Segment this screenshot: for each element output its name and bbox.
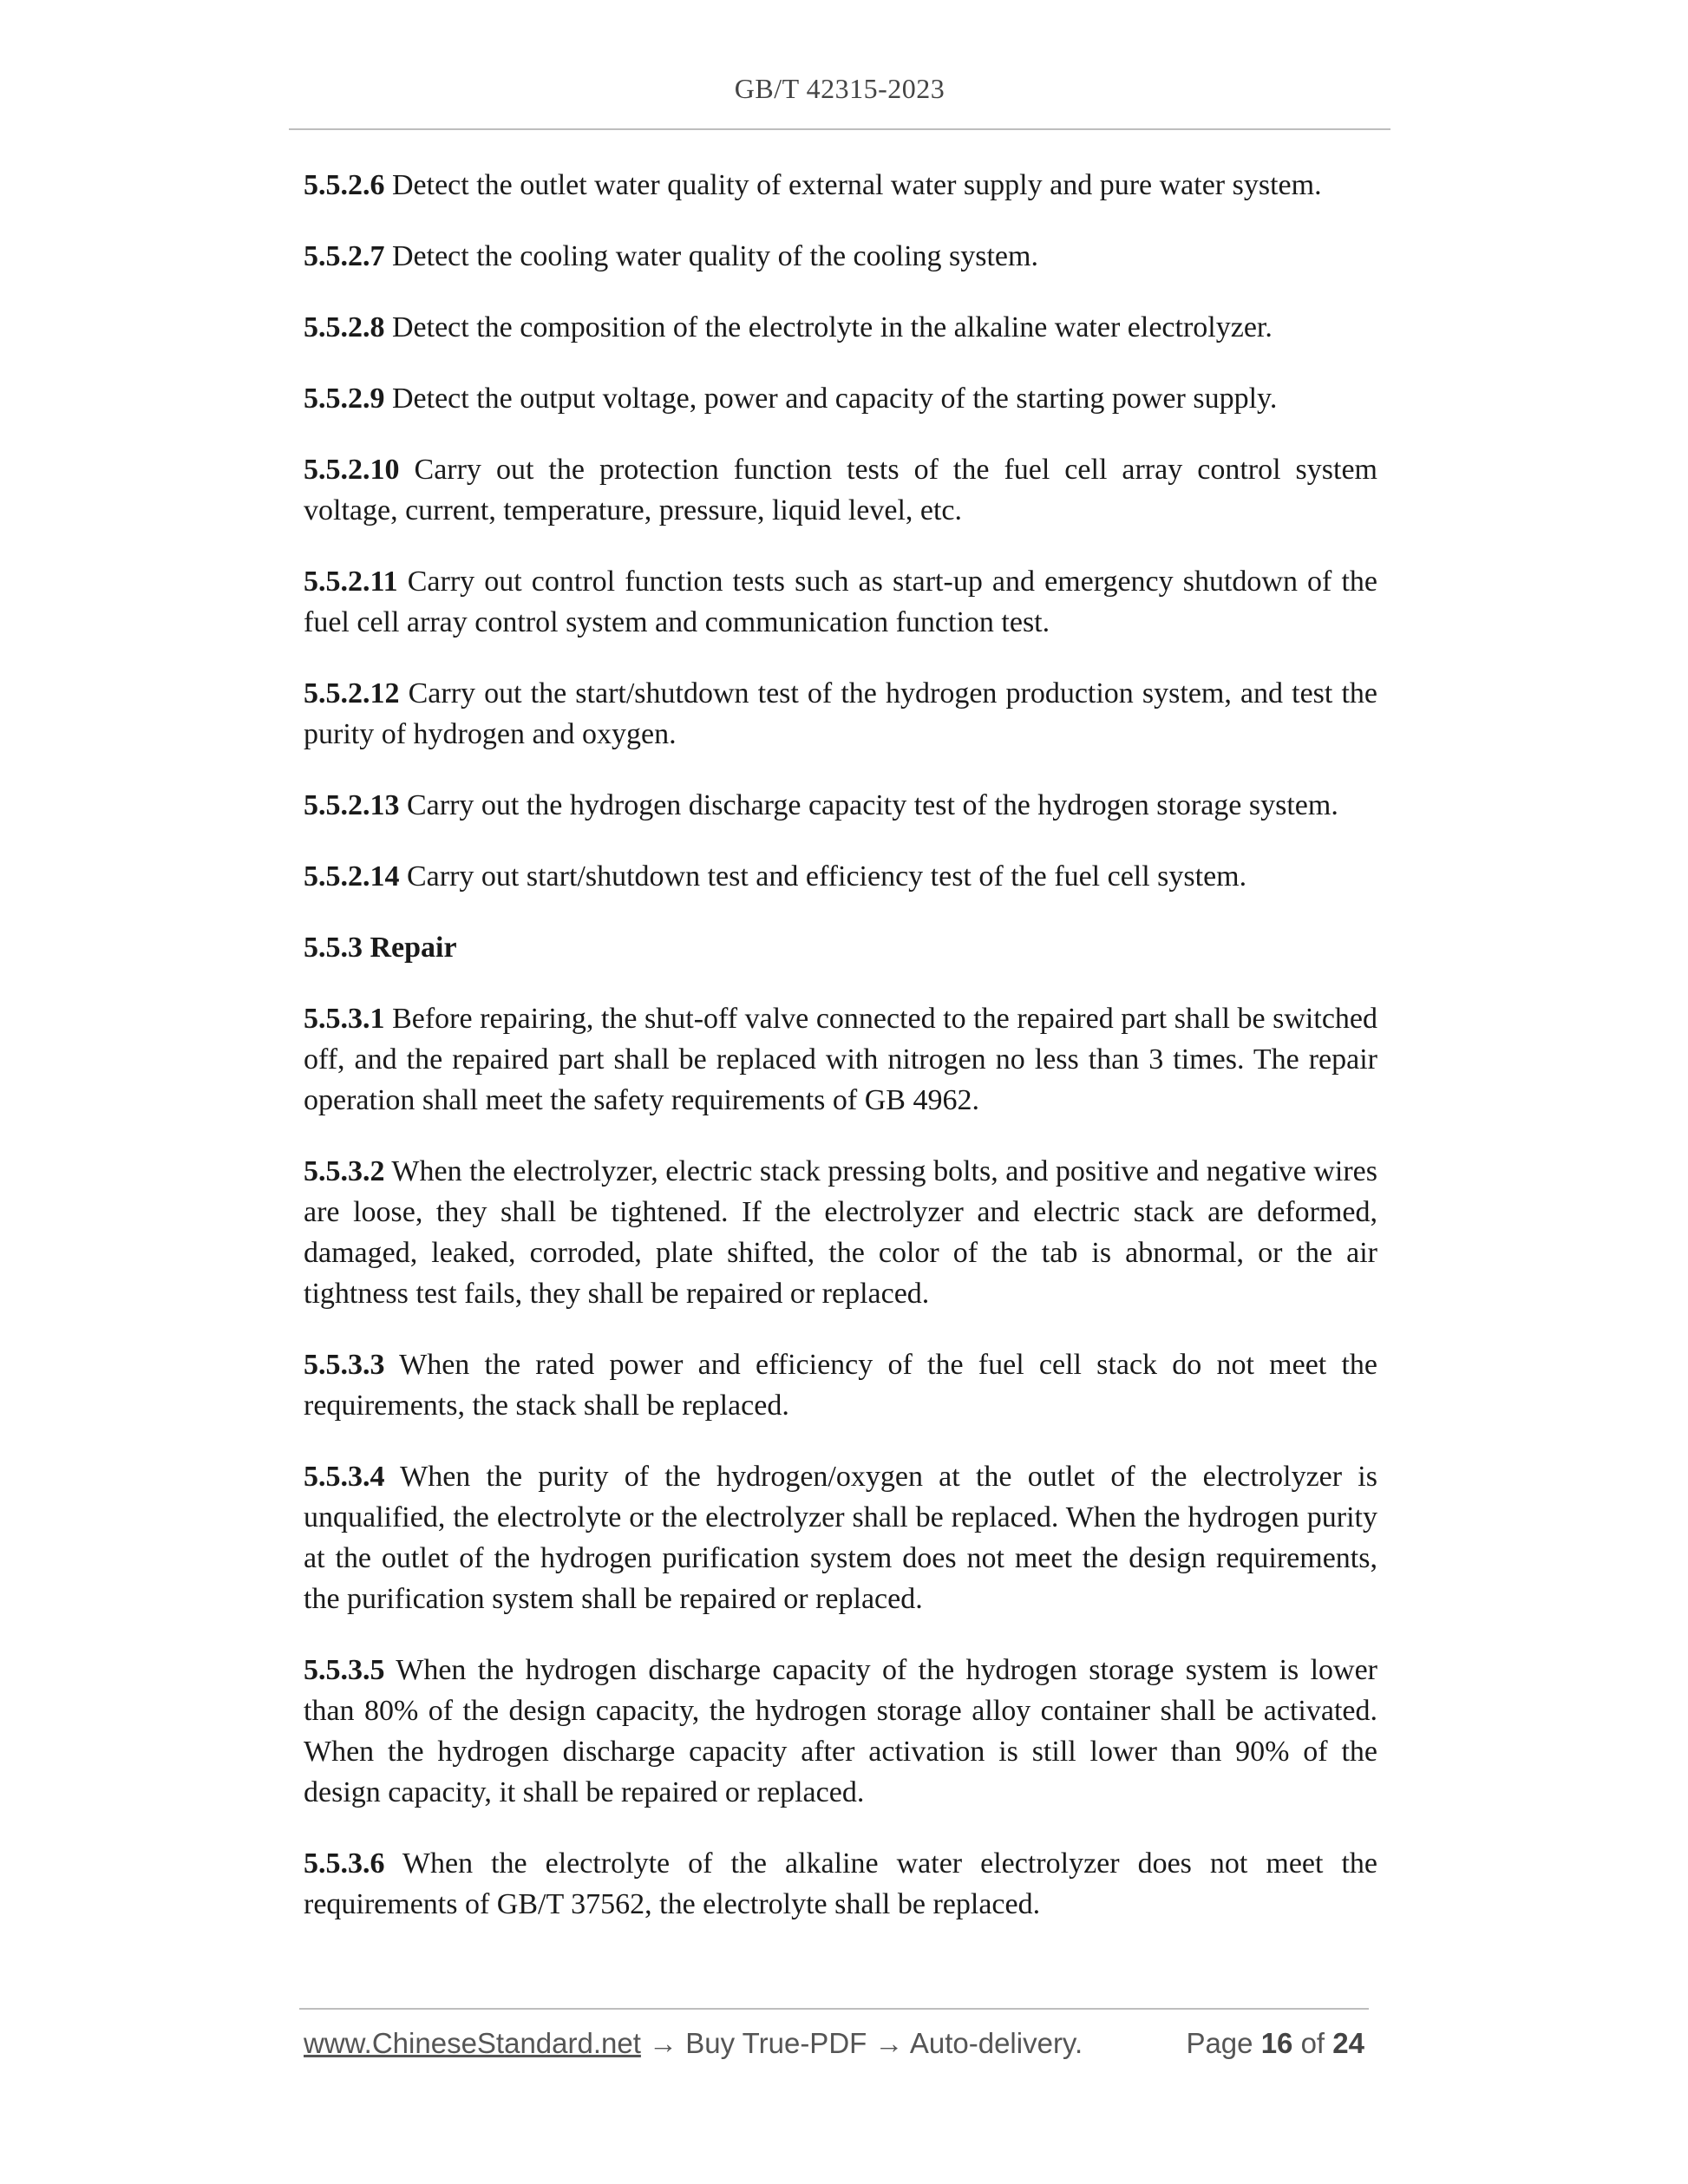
clause-text: Detect the outlet water quality of external water supply and pure water system. [392,169,1322,201]
section-heading-text: 5.5.3 Repair [304,932,457,964]
clause-text: Carry out control function tests such as start-up and emergency shutdown of the fuel cell array control system and communication function test. [304,566,1378,638]
clause-text: Detect the cooling water quality of the cooling system. [392,240,1038,272]
clause-5-5-3-5 [304,1650,1377,1813]
clause-number: 5.5.2.7 [304,240,385,272]
clause-5-5-2-9 [304,378,1377,419]
clause-5-5-2-8 [304,307,1377,348]
document-header [289,73,1390,105]
page-label: Page [1186,2027,1253,2059]
clause-text: When the rated power and efficiency of the fuel cell stack do not meet the requirements, the stack shall be replaced. [304,1349,1377,1422]
clause-5-5-2-7 [304,236,1377,277]
arrow-right-icon: → [874,2027,904,2059]
document-id: GB/T 42315-2023 [734,73,945,104]
clause-number: 5.5.3.6 [304,1847,385,1880]
clause-5-5-2-6 [304,165,1377,206]
footer-divider [299,2008,1369,2010]
page-footer [304,2027,1369,2070]
clause-number: 5.5.2.13 [304,789,400,821]
clause-text: Carry out start/shutdown test and efficiency test of the fuel cell system. [407,860,1247,893]
auto-delivery-text: Auto-delivery. [909,2027,1083,2059]
clause-5-5-3-2 [304,1151,1377,1314]
clause-number: 5.5.3.5 [304,1654,385,1686]
arrow-right-icon: → [649,2027,678,2059]
clause-number: 5.5.3.3 [304,1349,385,1381]
clause-number: 5.5.3.2 [304,1155,385,1187]
clause-text: When the electrolyte of the alkaline water electrolyzer does not meet the requirements of GB/T 37562, the electrolyte shall be replaced. [304,1847,1378,1920]
clause-text: Detect the output voltage, power and capacity of the starting power supply. [392,383,1278,415]
clause-text: When the hydrogen discharge capacity of the hydrogen storage system is lower than 80% of the design capacity, the hydrogen storage alloy container shall be activated. When the hydrogen discharge capacity after activation is still lower than 90% of the design capacity, it shall be repaired or replaced. [304,1654,1377,1808]
clause-5-5-2-12 [304,673,1377,755]
clause-number: 5.5.3.1 [304,1003,385,1035]
clause-5-5-3-1 [304,998,1377,1121]
clause-text: When the purity of the hydrogen/oxygen at the outlet of the electrolyzer is unqualified, the electrolyte or the electrolyzer shall be replaced. When the hydrogen purity at the outlet of the hydrogen purification system does not meet the design requirements, the purification system shall be repaired or replaced. [304,1461,1377,1615]
current-page: 16 [1260,2027,1293,2059]
clause-text: Carry out the start/shutdown test of the hydrogen production system, and test the purity of hydrogen and oxygen. [304,677,1377,750]
of-label: of [1300,2027,1325,2059]
clause-5-5-3-6 [304,1843,1377,1925]
document-body [304,165,1377,1955]
header-divider [289,128,1390,130]
page-number [1186,2027,1364,2060]
clause-number: 5.5.2.12 [304,677,400,709]
clause-5-5-3-3 [304,1344,1377,1426]
clause-number: 5.5.2.10 [304,454,400,486]
clause-text: Carry out the protection function tests of the fuel cell array control system voltage, current, temperature, pressure, liquid level, etc. [304,454,1377,526]
clause-text: Before repairing, the shut-off valve connected to the repaired part shall be switched off, and the repaired part shall be replaced with nitrogen no less than 3 times. The repair operation shall meet the safety requirements of GB 4962. [304,1003,1377,1116]
total-pages: 24 [1332,2027,1364,2059]
site-link[interactable]: www.ChineseStandard.net [304,2027,641,2059]
clause-number: 5.5.2.8 [304,311,385,343]
clause-number: 5.5.2.11 [304,566,398,598]
clause-5-5-2-11 [304,561,1377,643]
clause-5-5-2-14 [304,856,1377,897]
clause-5-5-3-4 [304,1456,1377,1619]
clause-number: 5.5.2.9 [304,383,385,415]
clause-text: Detect the composition of the electrolyte in the alkaline water electrolyzer. [392,311,1273,343]
footer-promo [304,2027,1083,2060]
clause-number: 5.5.2.6 [304,169,385,201]
clause-number: 5.5.3.4 [304,1461,385,1493]
clause-text: When the electrolyzer, electric stack pressing bolts, and positive and negative wires are loose, they shall be tightened. If the electrolyzer and electric stack are deformed, damaged, leaked, corroded, plate shifted, the color of the tab is abnormal, or the air tightness test fails, they shall be repaired or replaced. [304,1155,1377,1310]
buy-pdf-text: Buy True-PDF [685,2027,867,2059]
clause-5-5-2-13 [304,785,1377,826]
clause-number: 5.5.2.14 [304,860,400,893]
clause-text: Carry out the hydrogen discharge capacity test of the hydrogen storage system. [407,789,1338,821]
section-heading-repair [304,927,1377,968]
clause-5-5-2-10 [304,449,1377,531]
